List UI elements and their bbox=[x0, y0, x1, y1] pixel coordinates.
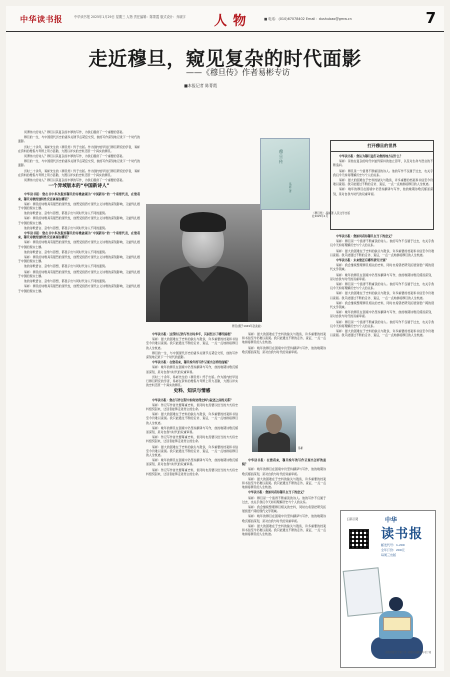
ad-logo-large: 读书报 bbox=[381, 527, 424, 542]
answer-paragraph: 易彬：最大的困难在于史料的缺失与散佚，许多重要的档案和书信至今仍难以查阅。我只能通过不断的走访、查证，一点一点地拼接穆旦的人生轨迹。 bbox=[330, 329, 434, 338]
question-paragraph: 中华读书报：这部传记的写作历时多年，其间经历了哪些困难？ bbox=[152, 332, 233, 336]
book-cover-image bbox=[260, 138, 310, 210]
brand-logo: 中华读书报 bbox=[20, 15, 63, 24]
answer-paragraph: 易彬：传记写作首先要尊重史料，但同时也需要以恰当的方式将史料组织起来，让读者能够走进传主的生命。 bbox=[146, 402, 238, 412]
answer-paragraph: 易彬：最大的困难在于史料的缺失与散佚，许多重要的档案和书信至今仍难以查阅。我只能通过不断的走访、查证，一点一点地拼接穆旦的人生轨迹。 bbox=[330, 248, 434, 257]
answer-paragraph: 他的诗歌语言、意象与思想，都显示出与同时代诗人不同的面貌。 bbox=[24, 279, 108, 284]
answer-paragraph: 他的诗歌语言、意象与思想，都显示出与同时代诗人不同的面貌。 bbox=[24, 225, 108, 230]
question-paragraph: 中华读书报：您如何看待穆旦在当下的意义？ bbox=[336, 234, 394, 238]
answer-paragraph: 易彬：穆旦的诗歌具有强烈的现代性，他既受到西方现代主义诗歌的深刻影响，又始终扎根于中国的现实土壤。 bbox=[18, 269, 140, 278]
answer-paragraph: 易彬：穆旦的诗歌具有强烈的现代性，他既受到西方现代主义诗歌的深刻影响，又始终扎根于中国的现实土壤。 bbox=[18, 284, 140, 293]
intro-paragraph: 历时二十余年，易彬先生的《穆旦传》终于出版。作为国内较早进行穆旦研究的学者，易彬在资料的搜集与考辨上用力甚勤，力图以详实的史料还原一个真实的穆旦。 bbox=[18, 144, 140, 153]
question-paragraph: 中华读书报：在您看来，穆旦晚年的写作呈现出怎样的面貌？ bbox=[242, 458, 326, 467]
answer-paragraph: 易彬：我会继续整理穆旦相关的史料，同时也希望把研究拓展到更广阔的现代文学领域。 bbox=[330, 263, 434, 272]
answer-paragraph: 易彬：穆旦是一个值得不断重读的诗人。他的写作不仅属于过去，也关乎我们今天如何理解历史与个人的关系。 bbox=[330, 239, 434, 248]
article-subhead: ——《穆旦传》作者易彬专访 bbox=[186, 68, 290, 77]
ad-tag: 扫码订阅 bbox=[347, 517, 359, 521]
question-paragraph: 中华读书报：您在书中多次提到穆旦的诗歌被视为“中国新诗”的一个重要代表，在您看来，穆旦诗歌的独特性究竟体现在哪里？ bbox=[18, 192, 140, 201]
question-paragraph: 中华读书报：未来您还有哪些研究计划？ bbox=[336, 258, 389, 263]
left-column bbox=[18, 130, 140, 668]
answer-paragraph: 历时二十余年，易彬先生的《穆旦传》终于出版。作为国内较早进行穆旦研究的学者，易彬在资料的搜集与考辨上用力甚勤，力图以详实的史料还原一个真实的穆旦。 bbox=[146, 374, 238, 388]
answer-paragraph: 易彬：我会继续整理穆旦相关的史料，同时也希望把研究拓展到更广阔的现代文学领域。 bbox=[330, 300, 434, 310]
answer-paragraph: 易彬：最大的困难在于史料的缺失与散佚，许多重要的档案和书信至今仍难以查阅。我只能通过不断的走访、查证，一点一点地拼接穆旦的人生轨迹。 bbox=[146, 412, 238, 425]
answer-paragraph: 他的诗歌语言、意象与思想，都显示出与同时代诗人不同的面貌。 bbox=[24, 249, 108, 254]
author-photo-face bbox=[266, 414, 282, 434]
middle-column-right-top bbox=[242, 332, 326, 402]
right-column bbox=[330, 234, 434, 506]
answer-paragraph: 易彬：传记写作首先要尊重史料，但同时也需要以恰当的方式将史料组织起来，让读者能够走进传主的生命。 bbox=[146, 435, 238, 444]
intro-paragraph: 何谓伟大的诗人？穆旦以其复杂而丰厚的写作，为我们提供了一个重要的答案。 bbox=[24, 154, 126, 159]
sidebar-answer: 易彬：最大的困难在于史料的缺失与散佚，许多重要的档案和书信至今仍难以查阅。我只能通过不断的走访、查证，一点一点地拼接穆旦的人生轨迹。 bbox=[333, 178, 433, 187]
author-photo bbox=[252, 406, 296, 452]
answer-paragraph: 他的诗歌语言、意象与思想，都显示出与同时代诗人不同的面貌。 bbox=[24, 264, 108, 269]
ad-footer: 光明日报社主管主办 全国各地邮局均可订阅 bbox=[385, 651, 432, 654]
question-paragraph: 中华读书报：您如何看待穆旦在当下的意义？ bbox=[248, 490, 306, 495]
answer-paragraph: 易彬：最大的困难在于史料的缺失与散佚，许多重要的档案和书信至今仍难以查阅。我只能通过不断的走访、查证，一点一点地拼接穆旦的人生轨迹。 bbox=[146, 337, 238, 350]
answer-paragraph: 易彬：穆旦的诗歌具有强烈的现代性，他既受到西方现代主义诗歌的深刻影响，又始终扎根于中国的现实土壤。 bbox=[18, 255, 140, 264]
question-paragraph: 中华读书报：在您看来，穆旦晚年的写作呈现出怎样的面貌？ bbox=[152, 360, 231, 365]
book-cover-author: 易彬 著 bbox=[289, 183, 292, 193]
masthead-meta: 中华读书报 2025年1月29日 星期三 人物 责任编辑：陈菁霞 版式设计：乔晓宇 bbox=[74, 15, 186, 19]
portrait-caption: 穆旦(摄于1949年赴美前) bbox=[232, 325, 262, 328]
reader-head bbox=[389, 597, 403, 611]
photo-figure-hair bbox=[180, 212, 226, 232]
intro-paragraph: 何谓伟大的诗人？穆旦以其复杂而丰厚的写作，为我们提供了一个重要的答案。 bbox=[24, 178, 126, 183]
sidebar-box-text bbox=[333, 154, 433, 232]
section-heading: 一个异域版本的“中国新诗人” bbox=[48, 184, 110, 190]
answer-paragraph: 易彬：穆旦的诗歌具有强烈的现代性，他既受到西方现代主义诗歌的深刻影响，又始终扎根于中国的现实土壤。 bbox=[18, 240, 140, 249]
author-photo-shirt bbox=[258, 432, 290, 452]
intro-paragraph: 历时二十余年，易彬先生的《穆旦传》终于出版。作为国内较早进行穆旦研究的学者，易彬在资料的搜集与考辨上用力甚勤，力图以详实的史料还原一个真实的穆旦。 bbox=[18, 168, 140, 177]
answer-paragraph: 易彬：穆旦是一个值得不断重读的诗人。他的写作不仅属于过去，也关乎我们今天如何理解历史与个人的关系。 bbox=[330, 282, 434, 291]
intro-paragraph: 何谓伟大的诗人？穆旦以其复杂而丰厚的写作，为我们提供了一个重要的答案。 bbox=[24, 130, 126, 134]
ad-line: 邮发代号：1-200 bbox=[381, 543, 405, 547]
section-heading: 史料、知识与情感 bbox=[173, 389, 211, 395]
open-book-icon bbox=[383, 617, 411, 631]
answer-paragraph: 易彬：晚年的穆旦在困境中仍坚持翻译与写作，他的晚期诗歌沉郁而深刻，是对自我与时代的双重审视。 bbox=[330, 310, 434, 319]
answer-paragraph: 易彬：晚年的穆旦在困境中仍坚持翻译与写作，他的晚期诗歌沉郁而深刻，是对自我与时代的双重审视。 bbox=[146, 365, 238, 374]
answer-paragraph: 易彬：最大的困难在于史料的缺失与散佚，许多重要的档案和书信至今仍难以查阅。我只能通过不断的走访、查证，一点一点地拼接穆旦的人生轨迹。 bbox=[242, 523, 326, 537]
answer-paragraph: 易彬：晚年的穆旦在困境中仍坚持翻译与写作，他的晚期诗歌沉郁而深刻，是对自我与时代的双重审视。 bbox=[242, 514, 326, 523]
book-caption: 《穆旦传》,易彬著,人民文学出版社2025年1月 bbox=[312, 212, 350, 219]
answer-paragraph: 易彬：最大的困难在于史料的缺失与散佚，许多重要的档案和书信至今仍难以查阅。我只能通过不断的走访、查证，一点一点地拼接穆旦的人生轨迹。 bbox=[242, 476, 326, 490]
article-byline: ■本报记者 陈菁霞 bbox=[184, 83, 218, 88]
answer-paragraph: 易彬：穆旦的诗歌具有强烈的现代性，他既受到西方现代主义诗歌的深刻影响，又始终扎根于中国的现实土壤。 bbox=[18, 201, 140, 211]
answer-paragraph: 易彬：晚年的穆旦在困境中仍坚持翻译与写作，他的晚期诗歌沉郁而深刻，是对自我与时代的双重审视。 bbox=[146, 458, 238, 467]
ad-line: 每周三出版 bbox=[381, 553, 397, 557]
masthead bbox=[6, 6, 444, 32]
answer-paragraph: 易彬：晚年的穆旦在困境中仍坚持翻译与写作，他的晚期诗歌沉郁而深刻，是对自我与时代的双重审视。 bbox=[146, 425, 238, 435]
page-number: 7 bbox=[425, 9, 436, 27]
answer-paragraph: 穆旦的一生，与中国现代历史的诸多关键节点紧密交织，他的写作深刻地记录下一个时代的面影。 bbox=[146, 350, 238, 360]
reader-legs bbox=[371, 637, 423, 659]
answer-paragraph: 易彬：穆旦的诗歌具有强烈的现代性，他既受到西方现代主义诗歌的深刻影响，又始终扎根于中国的现实土壤。 bbox=[18, 216, 140, 225]
intro-paragraph: 穆旦的一生，与中国现代历史的诸多关键节点紧密交织，他的写作深刻地记录下一个时代的面影。 bbox=[18, 135, 140, 144]
answer-paragraph: 他的诗歌语言、意象与思想，都显示出与同时代诗人不同的面貌。 bbox=[24, 211, 108, 216]
sidebar-answer: 易彬：晚年的穆旦在困境中仍坚持翻译与写作，他的晚期诗歌沉郁而深刻，是对自我与时代的双重审视。 bbox=[333, 187, 433, 196]
sidebar-answer: 易彬：穆旦是一个值得不断重读的诗人。他的写作不仅属于过去，也关乎我们今天如何理解历史与个人的关系。 bbox=[333, 168, 433, 177]
question-paragraph: 中华读书报：您在写作过程中如何处理史料与叙述之间的关系？ bbox=[152, 397, 233, 402]
question-paragraph: 中华读书报：您在书中多次提到穆旦的诗歌被视为“中国新诗”的一个重要代表，在您看来，穆旦诗歌的独特性究竟体现在哪里？ bbox=[18, 231, 140, 240]
sidebar-answer: 易彬：是他在复杂的时代中始终保持的独立思考，以及对生命与语言的不断追问。 bbox=[333, 159, 433, 168]
answer-paragraph: 易彬：穆旦是一个值得不断重读的诗人。他的写作不仅属于过去，也关乎我们今天如何理解历史与个人的关系。 bbox=[242, 495, 326, 504]
qr-code-icon[interactable] bbox=[349, 529, 369, 549]
answer-paragraph: 易彬：最大的困难在于史料的缺失与散佚，许多重要的档案和书信至今仍难以查阅。我只能通过不断的走访、查证，一点一点地拼接穆旦的人生轨迹。 bbox=[242, 332, 326, 345]
answer-paragraph: 易彬：晚年的穆旦在困境中仍坚持翻译与写作，他的晚期诗歌沉郁而深刻，是对自我与时代的双重审视。 bbox=[242, 345, 326, 354]
answer-paragraph: 易彬：晚年的穆旦在困境中仍坚持翻译与写作，他的晚期诗歌沉郁而深刻，是对自我与时代的双重审视。 bbox=[242, 467, 326, 476]
answer-paragraph: 易彬：晚年的穆旦在困境中仍坚持翻译与写作，他的晚期诗歌沉郁而深刻，是对自我与时代的双重审视。 bbox=[330, 272, 434, 281]
answer-paragraph: 易彬：穆旦是一个值得不断重读的诗人。他的写作不仅属于过去，也关乎我们今天如何理解历史与个人的关系。 bbox=[330, 319, 434, 328]
answer-paragraph: 易彬：最大的困难在于史料的缺失与散佚，许多重要的档案和书信至今仍难以查阅。我只能通过不断的走访、查证，一点一点地拼接穆旦的人生轨迹。 bbox=[146, 444, 238, 458]
sidebar-question: 中华读书报：您认为穆旦最打动您的地方是什么？ bbox=[339, 154, 403, 158]
ad-logo-small: 中华 bbox=[385, 517, 398, 524]
answer-paragraph: 易彬：传记写作首先要尊重史料，但同时也需要以恰当的方式将史料组织起来，让读者能够走进传主的生命。 bbox=[146, 467, 238, 476]
newspaper-page bbox=[6, 6, 444, 671]
middle-column-left bbox=[146, 332, 238, 668]
article-headline: 走近穆旦，窥见复杂的时代面影 bbox=[88, 48, 362, 70]
sidebar-box bbox=[330, 140, 434, 230]
book-cover-title: 穆旦传 bbox=[279, 149, 283, 164]
ad-line: 全年订价：200元 bbox=[381, 548, 405, 552]
reader-illustration bbox=[363, 595, 431, 665]
answer-paragraph: 易彬：最大的困难在于史料的缺失与散佚，许多重要的档案和书信至今仍难以查阅。我只能通过不断的走访、查证，一点一点地拼接穆旦的人生轨迹。 bbox=[330, 291, 434, 300]
section-title: 人物 bbox=[214, 14, 253, 29]
middle-column-right-bottom bbox=[242, 458, 326, 668]
subscription-ad[interactable] bbox=[340, 510, 436, 668]
author-caption: 易彬 bbox=[298, 447, 304, 450]
sidebar-box-title: 打开穆旦的世界 bbox=[331, 141, 433, 152]
masthead-contact: ■ 电话：(010)67078402 Email：dushubao@gmw.cn bbox=[264, 17, 352, 21]
answer-paragraph: 易彬：我会继续整理穆旦相关的史料，同时也希望把研究拓展到更广阔的现代文学领域。 bbox=[242, 505, 326, 514]
muDan-portrait-photo bbox=[146, 204, 262, 322]
intro-paragraph: 穆旦的一生，与中国现代历史的诸多关键节点紧密交织，他的写作深刻地记录下一个时代的面影。 bbox=[18, 159, 140, 168]
